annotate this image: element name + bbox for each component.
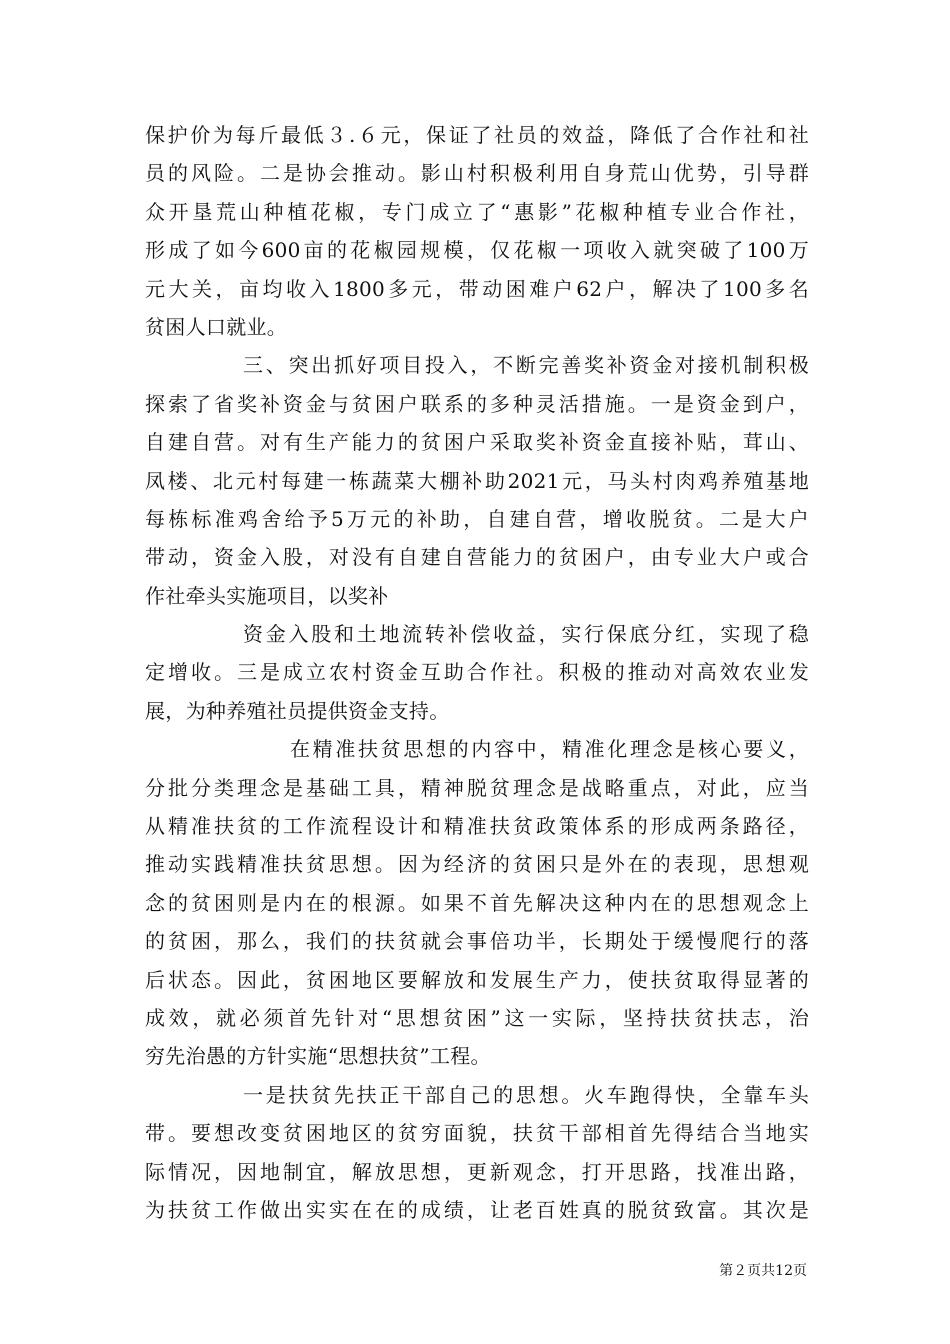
text-line: 带。要想改变贫困地区的贫穷面貌，扶贫干部相首先得结合当地实: [145, 1121, 809, 1146]
text-line: 际情况，因地制宜，解放思想，更新观念，打开思路，找准出路，: [145, 1159, 809, 1184]
text-line: 每栋标准鸡舍给予5万元的补助，自建自营，增收脱贫。二是大户: [145, 506, 809, 531]
text-line: 的贫困，那么，我们的扶贫就会事倍功半，长期处于缓慢爬行的落: [145, 929, 809, 954]
text-line: 形成了如今600亩的花椒园规模，仅花椒一项收入就突破了100万: [145, 238, 809, 263]
text-line: 作社牵头实施项目，以奖补: [145, 583, 389, 608]
text-line: 凤楼、北元村每建一栋蔬菜大棚补助2021元，马头村肉鸡养殖基地: [145, 468, 809, 493]
text-line: 保护价为每斤最低３.６元，保证了社员的效益，降低了合作社和社: [145, 123, 809, 147]
text-line: 元大关，亩均收入1800多元，带动困难户62户，解决了100多名: [145, 276, 809, 301]
text-line: 从精准扶贫的工作流程设计和精准扶贫政策体系的形成两条路径，: [145, 814, 809, 839]
paragraph-start-line: 在精准扶贫思想的内容中，精准化理念是核心要义，: [290, 737, 809, 762]
text-line: 定增收。三是成立农村资金互助合作社。积极的推动对高效农业发: [145, 660, 809, 685]
text-line: 员的风险。二是协会推动。影山村积极利用自身荒山优势，引导群: [145, 161, 809, 186]
paragraph-start-line: 一是扶贫先扶正干部自己的思想。火车跑得快，全靠车头: [243, 1082, 809, 1107]
text-line: 推动实践精准扶贫思想。因为经济的贫困只是外在的表现，思想观: [145, 852, 809, 877]
paragraph-start-line: 资金入股和土地流转补偿收益，实行保底分红，实现了稳: [243, 622, 809, 647]
text-line: 展，为种养殖社员提供资金支持。: [145, 698, 450, 723]
text-line: 穷先治愚的方针实施“思想扶贫”工程。: [145, 1044, 491, 1069]
document-body: [145, 116, 809, 1229]
page-number-footer: 第２页共12页: [719, 1263, 807, 1279]
text-line: 念的贫困则是内在的根源。如果不首先解决这种内在的思想观念上: [145, 890, 809, 915]
text-line: 自建自营。对有生产能力的贫困户采取奖补资金直接补贴，茸山、: [145, 430, 809, 455]
paragraph-start-line: 三、突出抓好项目投入，不断完善奖补资金对接机制积极: [243, 353, 809, 378]
text-line: 众开垦荒山种植花椒，专门成立了“惠影”花椒种植专业合作社，: [145, 199, 809, 224]
text-line: 带动，资金入股，对没有自建自营能力的贫困户，由专业大户或合: [145, 545, 809, 570]
text-line: 分批分类理念是基础工具，精神脱贫理念是战略重点，对此，应当: [145, 775, 809, 800]
text-line: 贫困人口就业。: [145, 314, 288, 339]
text-line: 成效，就必须首先针对“思想贫困”这一实际，坚持扶贫扶志，治: [145, 1005, 809, 1030]
text-line: 探索了省奖补资金与贫困户联系的多种灵活措施。一是资金到户，: [145, 391, 809, 416]
text-line: 为扶贫工作做出实实在在的成绩，让老百姓真的脱贫致富。其次是: [145, 1197, 809, 1222]
text-line: 后状态。因此，贫困地区要解放和发展生产力，使扶贫取得显著的: [145, 967, 809, 992]
